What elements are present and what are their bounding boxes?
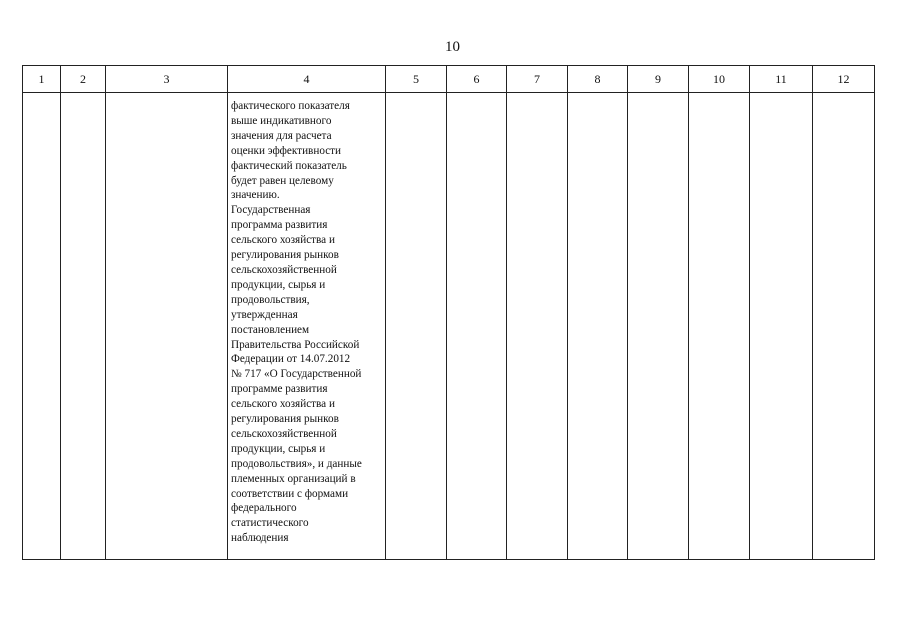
text-line: постановлением — [231, 323, 310, 336]
text-line: сельскохозяйственной — [231, 427, 337, 440]
text-line: продовольствия, — [231, 293, 310, 306]
text-line: значения для расчета — [231, 129, 332, 142]
text-line: фактического показателя — [231, 100, 350, 112]
text-line: сельского хозяйства и — [231, 398, 335, 411]
text-line: сельского хозяйства и — [231, 234, 335, 247]
text-line: регулирования рынков — [231, 413, 339, 426]
table-cell-col6 — [447, 93, 507, 560]
table-cell-col8 — [568, 93, 628, 560]
text-line: программе развития — [231, 383, 328, 396]
page-number: 10 — [445, 39, 460, 55]
text-line: фактический показатель — [231, 159, 347, 172]
table-cell-col3 — [106, 93, 228, 560]
text-line: статистического — [231, 517, 309, 530]
column-header-11: 11 — [750, 66, 813, 93]
table-cell-col9 — [628, 93, 689, 560]
table-cell-col7 — [507, 93, 568, 560]
column-header-9: 9 — [628, 66, 689, 93]
text-line: продукции, сырья и — [231, 278, 326, 291]
text-line: Правительства Российской — [231, 338, 360, 351]
column-header-4: 4 — [228, 66, 386, 93]
text-line: продовольствия», и данные — [231, 457, 362, 470]
text-line: сельскохозяйственной — [231, 263, 337, 276]
text-line: Государственная — [231, 204, 311, 217]
table-cell-col1 — [23, 93, 61, 560]
table-cell-col4 — [228, 93, 386, 560]
text-line: будет равен целевому — [231, 174, 334, 187]
table-cell-col5 — [386, 93, 447, 560]
column-header-5: 5 — [386, 66, 447, 93]
column-header-6: 6 — [447, 66, 507, 93]
text-line: Федерации от 14.07.2012 — [231, 353, 351, 366]
table-cell-col10 — [689, 93, 750, 560]
column-header-2: 2 — [61, 66, 106, 93]
text-line: племенных организаций в — [231, 472, 356, 485]
text-line: значению. — [231, 189, 280, 202]
column-header-8: 8 — [568, 66, 628, 93]
table-header-row — [23, 66, 875, 93]
table-row — [23, 93, 875, 560]
column-header-12: 12 — [813, 66, 875, 93]
text-line: выше индикативного — [231, 114, 332, 127]
text-line: № 717 «О Государственной — [231, 368, 362, 381]
text-line: наблюдения — [231, 532, 289, 545]
table-cell-col11 — [750, 93, 813, 560]
text-line: утвержденная — [231, 308, 298, 321]
column-header-1: 1 — [23, 66, 61, 93]
text-line: оценки эффективности — [231, 144, 342, 157]
table-cell-col2 — [61, 93, 106, 560]
data-table — [22, 65, 875, 560]
column-header-3: 3 — [106, 66, 228, 93]
text-line: программа развития — [231, 219, 328, 232]
text-line: регулирования рынков — [231, 249, 339, 262]
text-line: продукции, сырья и — [231, 442, 326, 455]
column-header-10: 10 — [689, 66, 750, 93]
cell-text-col4 — [228, 93, 385, 546]
text-line: соответствии с формами — [231, 487, 349, 500]
text-line: федерального — [231, 502, 297, 515]
column-header-7: 7 — [507, 66, 568, 93]
table-cell-col12 — [813, 93, 875, 560]
